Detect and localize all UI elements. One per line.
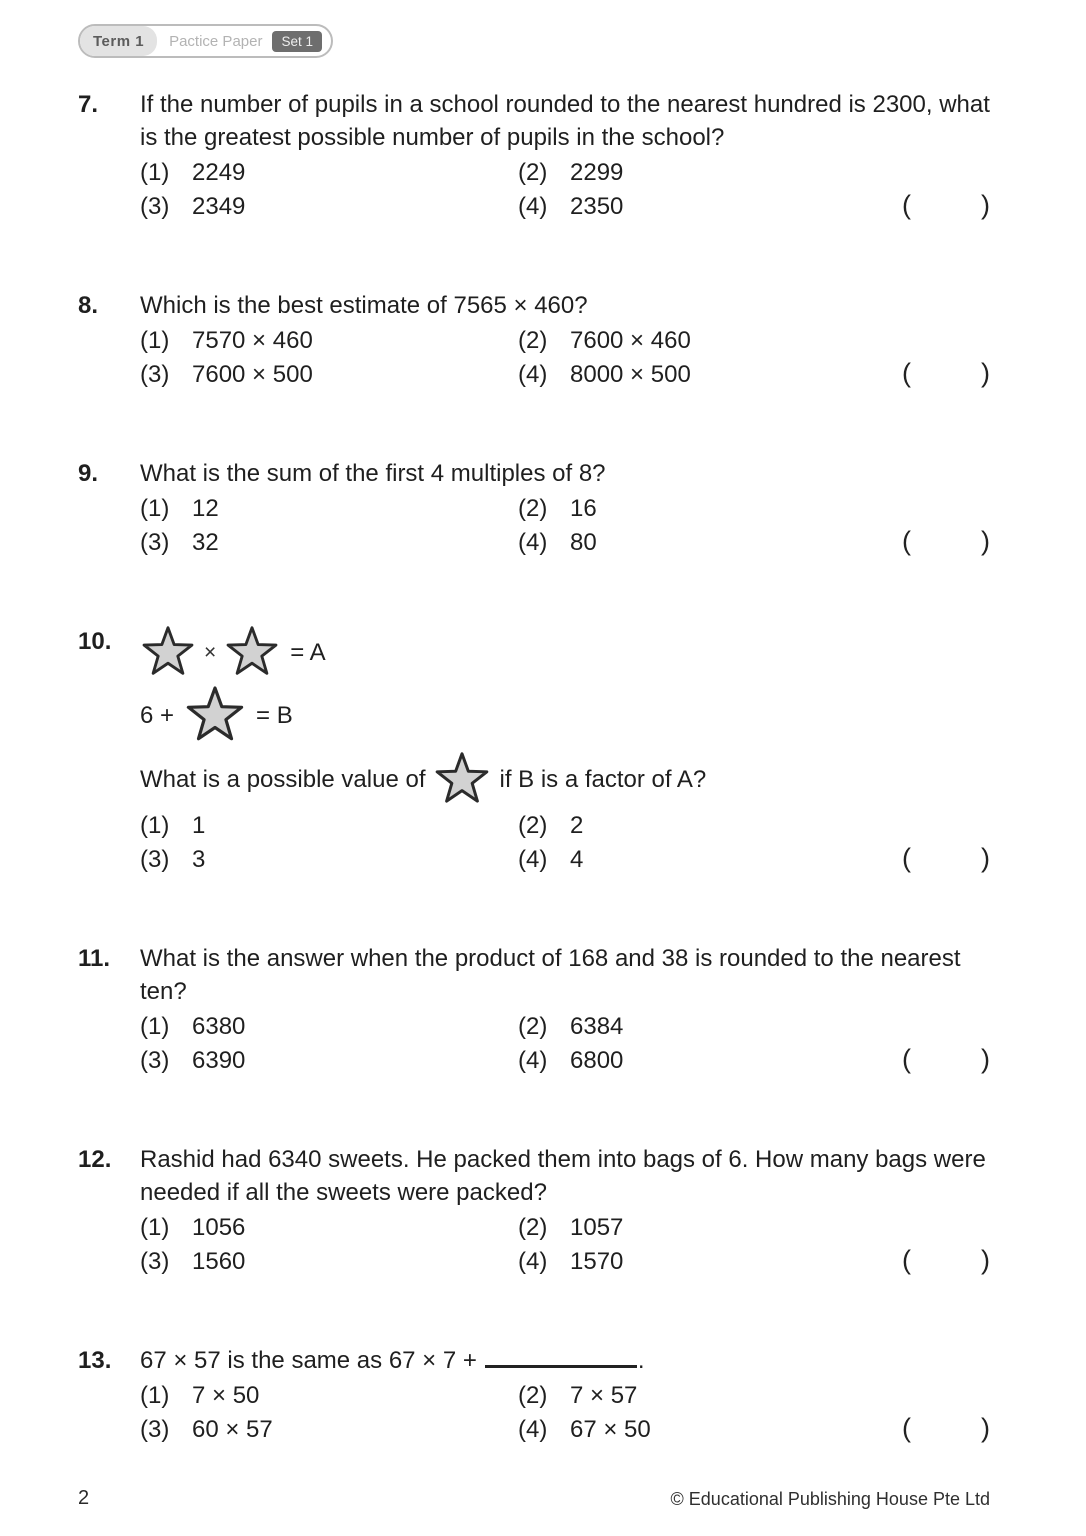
option-4 bbox=[518, 1245, 623, 1278]
option-3 bbox=[140, 358, 518, 391]
option-label: (2) bbox=[518, 1214, 548, 1241]
paper-title: Pactice Paper bbox=[169, 32, 263, 50]
question-9 bbox=[78, 457, 990, 559]
option-value: 8000 × 500 bbox=[570, 361, 691, 388]
option-value: 1570 bbox=[570, 1248, 624, 1275]
option-label: (3) bbox=[140, 361, 170, 388]
question-8 bbox=[78, 289, 990, 391]
options bbox=[140, 1211, 990, 1278]
star-icon bbox=[224, 625, 280, 679]
option-1 bbox=[140, 1010, 518, 1043]
option-3 bbox=[140, 526, 518, 559]
answer-bracket bbox=[902, 189, 990, 222]
option-label: (2) bbox=[518, 1382, 548, 1409]
option-label: (3) bbox=[140, 529, 170, 556]
option-label: (1) bbox=[140, 159, 170, 186]
option-value: 60 × 57 bbox=[192, 1416, 273, 1443]
bracket-open: ( bbox=[902, 526, 911, 556]
option-label: (2) bbox=[518, 495, 548, 522]
options bbox=[140, 1379, 990, 1446]
bracket-open: ( bbox=[902, 1044, 911, 1074]
question-number: 13. bbox=[78, 1347, 112, 1374]
option-4 bbox=[518, 190, 623, 223]
option-value: 6380 bbox=[192, 1013, 246, 1040]
option-3 bbox=[140, 1044, 518, 1077]
option-label: (4) bbox=[518, 846, 548, 873]
option-1 bbox=[140, 324, 518, 357]
option-4 bbox=[518, 1413, 651, 1446]
option-label: (4) bbox=[518, 361, 548, 388]
star-icon bbox=[433, 751, 491, 807]
question-text-after-blank: . bbox=[637, 1347, 645, 1374]
option-1 bbox=[140, 492, 518, 525]
set-badge: Set 1 bbox=[272, 31, 322, 52]
question-text: What is the answer when the product of 168 and 38 is rounded to the nearest ten? bbox=[140, 945, 961, 1005]
bracket-open: ( bbox=[902, 190, 911, 220]
option-value: 1560 bbox=[192, 1248, 246, 1275]
option-2 bbox=[518, 324, 691, 357]
option-3 bbox=[140, 190, 518, 223]
bracket-close: ) bbox=[981, 526, 990, 556]
option-value: 1056 bbox=[192, 1214, 246, 1241]
question-number: 9. bbox=[78, 460, 99, 487]
answer-bracket bbox=[902, 1412, 990, 1445]
page-footer bbox=[78, 1463, 990, 1510]
question-11 bbox=[78, 942, 990, 1077]
options bbox=[140, 492, 990, 559]
option-2 bbox=[518, 1379, 637, 1412]
option-4 bbox=[518, 843, 583, 876]
equation-prefix: 6 + bbox=[140, 701, 175, 729]
option-label: (1) bbox=[140, 495, 170, 522]
option-label: (4) bbox=[518, 1416, 548, 1443]
star-icon bbox=[184, 685, 246, 745]
question-number: 12. bbox=[78, 1146, 112, 1173]
question-7 bbox=[78, 88, 990, 223]
option-1 bbox=[140, 156, 518, 189]
option-label: (1) bbox=[140, 327, 170, 354]
option-label: (4) bbox=[518, 1248, 548, 1275]
bracket-open: ( bbox=[902, 843, 911, 873]
question-number: 7. bbox=[78, 91, 99, 118]
option-value: 2299 bbox=[570, 159, 624, 186]
option-label: (3) bbox=[140, 1047, 170, 1074]
option-label: (1) bbox=[140, 812, 170, 839]
option-4 bbox=[518, 1044, 623, 1077]
option-value: 6390 bbox=[192, 1047, 246, 1074]
option-label: (4) bbox=[518, 193, 548, 220]
option-value: 3 bbox=[192, 846, 206, 873]
answer-bracket bbox=[902, 842, 990, 875]
option-4 bbox=[518, 526, 597, 559]
option-label: (1) bbox=[140, 1214, 170, 1241]
answer-bracket bbox=[902, 357, 990, 390]
option-3 bbox=[140, 1245, 518, 1278]
option-value: 67 × 50 bbox=[570, 1416, 651, 1443]
option-value: 1 bbox=[192, 812, 206, 839]
bracket-close: ) bbox=[981, 1245, 990, 1275]
option-1 bbox=[140, 809, 518, 842]
star-equation-1 bbox=[140, 625, 990, 679]
answer-bracket bbox=[902, 525, 990, 558]
option-2 bbox=[518, 809, 583, 842]
question-text: Which is the best estimate of 7565 × 460? bbox=[140, 292, 588, 319]
option-label: (1) bbox=[140, 1382, 170, 1409]
option-label: (2) bbox=[518, 327, 548, 354]
option-value: 7600 × 460 bbox=[570, 327, 691, 354]
option-2 bbox=[518, 1010, 623, 1043]
answer-bracket bbox=[902, 1244, 990, 1277]
options bbox=[140, 809, 990, 876]
bracket-open: ( bbox=[902, 1245, 911, 1275]
question-number: 8. bbox=[78, 292, 99, 319]
question-12 bbox=[78, 1143, 990, 1278]
copyright-notice: © Educational Publishing House Pte Ltd bbox=[670, 1489, 990, 1509]
blank-line bbox=[485, 1365, 637, 1368]
term-label: Term 1 bbox=[80, 26, 157, 56]
option-value: 2350 bbox=[570, 193, 624, 220]
option-value: 7 × 50 bbox=[192, 1382, 260, 1409]
question-number: 10. bbox=[78, 628, 112, 655]
option-value: 7570 × 460 bbox=[192, 327, 313, 354]
option-value: 7600 × 500 bbox=[192, 361, 313, 388]
option-label: (3) bbox=[140, 1416, 170, 1443]
option-value: 4 bbox=[570, 846, 584, 873]
bracket-close: ) bbox=[981, 190, 990, 220]
option-value: 2 bbox=[570, 812, 584, 839]
option-label: (4) bbox=[518, 1047, 548, 1074]
option-value: 7 × 57 bbox=[570, 1382, 638, 1409]
equation-result: = A bbox=[290, 638, 326, 666]
question-13 bbox=[78, 1344, 990, 1446]
option-value: 12 bbox=[192, 495, 219, 522]
option-value: 1057 bbox=[570, 1214, 624, 1241]
bracket-close: ) bbox=[981, 1413, 990, 1443]
question-text bbox=[140, 1344, 990, 1377]
option-4 bbox=[518, 358, 691, 391]
option-1 bbox=[140, 1211, 518, 1244]
star-icon bbox=[140, 625, 196, 679]
option-value: 2349 bbox=[192, 193, 246, 220]
option-label: (3) bbox=[140, 193, 170, 220]
question-text-prefix: What is a possible value of bbox=[140, 765, 426, 793]
option-value: 16 bbox=[570, 495, 597, 522]
option-value: 32 bbox=[192, 529, 219, 556]
bracket-close: ) bbox=[981, 358, 990, 388]
option-value: 2249 bbox=[192, 159, 246, 186]
option-2 bbox=[518, 492, 597, 525]
option-label: (3) bbox=[140, 846, 170, 873]
option-3 bbox=[140, 1413, 518, 1446]
options bbox=[140, 1010, 990, 1077]
bracket-open: ( bbox=[902, 358, 911, 388]
equation-result: = B bbox=[256, 701, 293, 729]
options bbox=[140, 156, 990, 223]
multiply-sign: × bbox=[204, 640, 217, 664]
answer-bracket bbox=[902, 1043, 990, 1076]
question-text bbox=[140, 751, 990, 807]
option-label: (2) bbox=[518, 159, 548, 186]
option-label: (1) bbox=[140, 1013, 170, 1040]
bracket-open: ( bbox=[902, 1413, 911, 1443]
page-number: 2 bbox=[78, 1487, 90, 1509]
question-10 bbox=[78, 625, 990, 876]
option-2 bbox=[518, 156, 623, 189]
option-value: 6384 bbox=[570, 1013, 624, 1040]
question-text-before-blank: 67 × 57 is the same as 67 × 7 + bbox=[140, 1347, 477, 1374]
question-text: What is the sum of the first 4 multiples of 8? bbox=[140, 460, 606, 487]
question-text-suffix: if B is a factor of A? bbox=[499, 765, 707, 793]
option-label: (3) bbox=[140, 1248, 170, 1275]
star-equation-2 bbox=[140, 685, 990, 745]
header-badge bbox=[78, 24, 333, 58]
option-1 bbox=[140, 1379, 518, 1412]
option-2 bbox=[518, 1211, 623, 1244]
question-text: Rashid had 6340 sweets. He packed them into bags of 6. How many bags were needed if all the sweets were packed? bbox=[140, 1146, 986, 1206]
bracket-close: ) bbox=[981, 1044, 990, 1074]
options bbox=[140, 324, 990, 391]
question-text: If the number of pupils in a school rounded to the nearest hundred is 2300, what is the greatest possible number of pupils in the school? bbox=[140, 91, 990, 151]
option-value: 6800 bbox=[570, 1047, 624, 1074]
option-label: (2) bbox=[518, 812, 548, 839]
bracket-close: ) bbox=[981, 843, 990, 873]
option-value: 80 bbox=[570, 529, 597, 556]
option-label: (2) bbox=[518, 1013, 548, 1040]
option-3 bbox=[140, 843, 518, 876]
question-number: 11. bbox=[78, 945, 111, 972]
option-label: (4) bbox=[518, 529, 548, 556]
